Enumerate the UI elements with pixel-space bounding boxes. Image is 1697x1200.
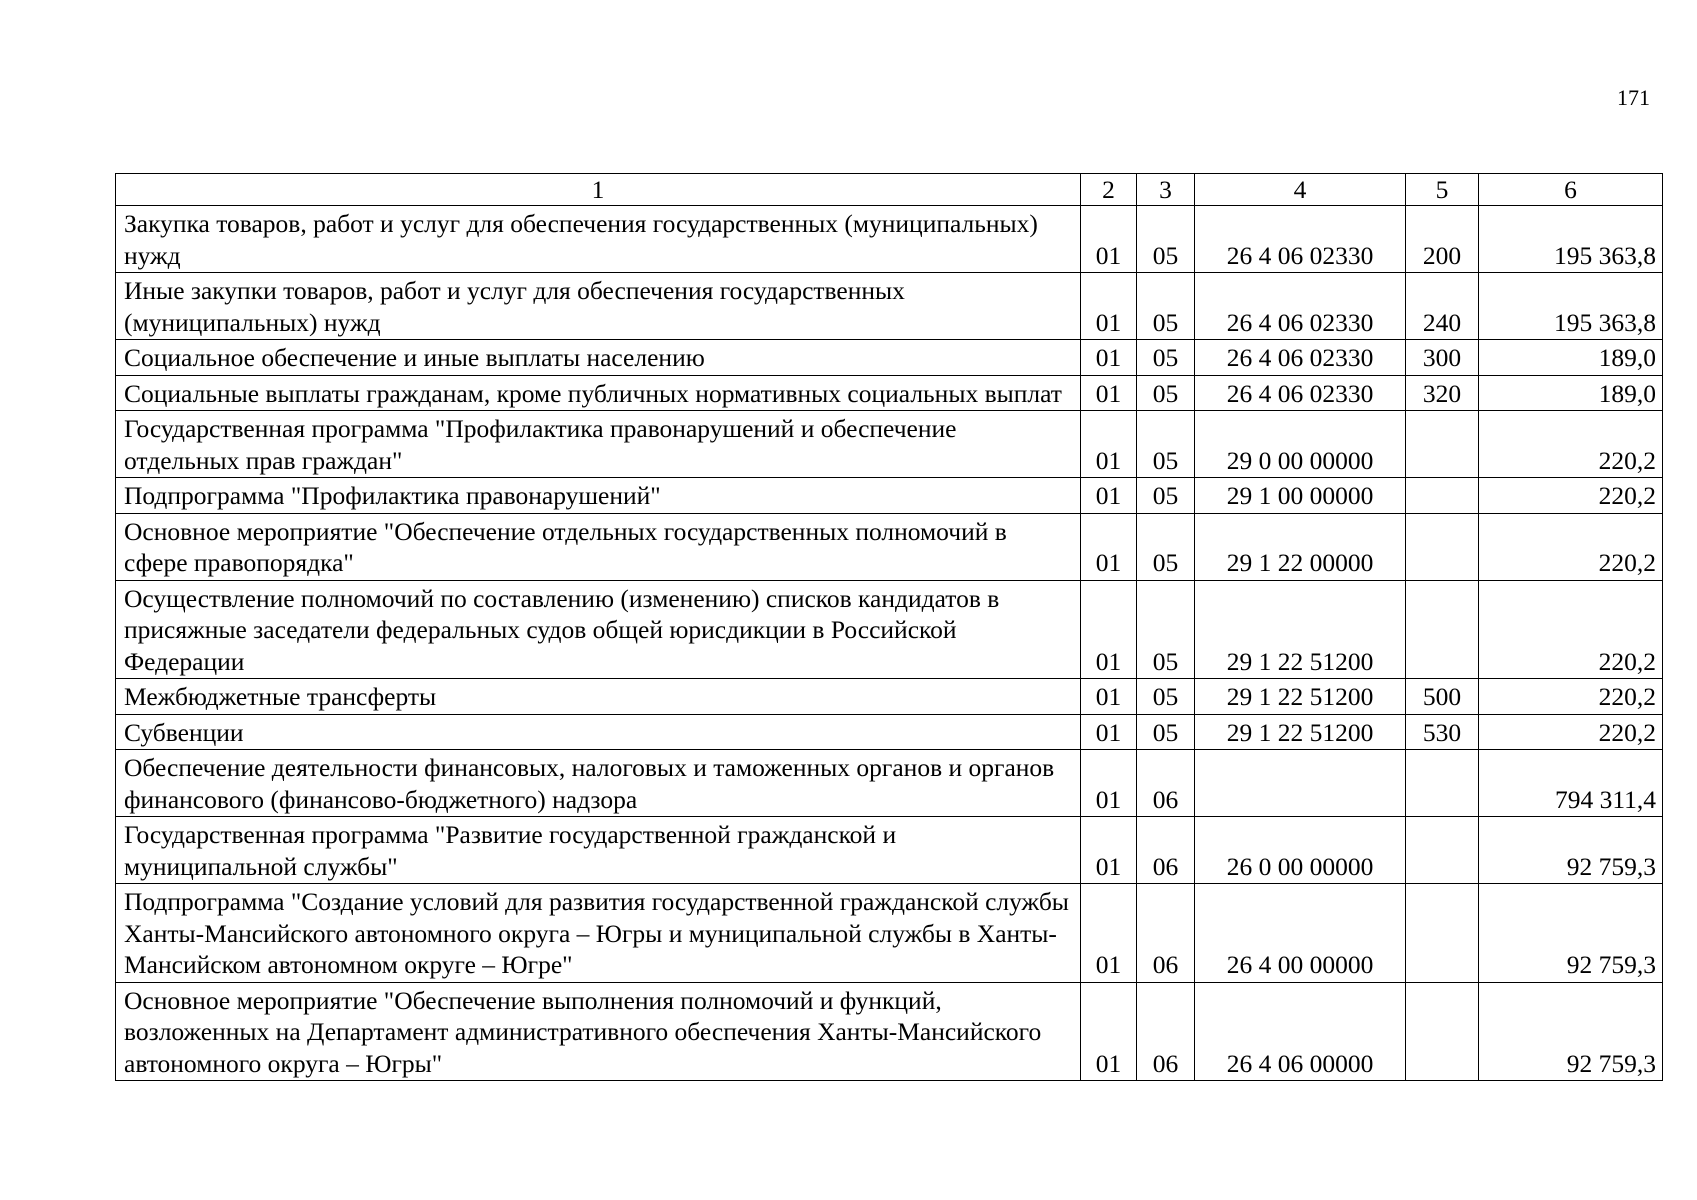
section-code-cell: 01 (1081, 679, 1137, 715)
target-article-cell: 29 1 22 00000 (1195, 513, 1406, 580)
table-row (116, 982, 1663, 1081)
amount-cell: 92 759,3 (1479, 982, 1663, 1081)
amount-cell: 220,2 (1479, 679, 1663, 715)
subsection-code-cell: 06 (1137, 750, 1195, 817)
amount-cell: 195 363,8 (1479, 273, 1663, 340)
section-code-cell: 01 (1081, 206, 1137, 273)
target-article-cell: 26 4 06 02330 (1195, 340, 1406, 376)
section-code-cell: 01 (1081, 714, 1137, 750)
target-article-cell: 26 4 00 00000 (1195, 884, 1406, 983)
column-header: 6 (1479, 174, 1663, 206)
amount-cell: 92 759,3 (1479, 884, 1663, 983)
target-article-cell: 29 1 22 51200 (1195, 679, 1406, 715)
subsection-code-cell: 05 (1137, 411, 1195, 478)
header-row (116, 174, 1663, 206)
section-code-cell: 01 (1081, 750, 1137, 817)
subsection-code-cell: 06 (1137, 884, 1195, 983)
column-header: 5 (1406, 174, 1479, 206)
row-name-cell: Подпрограмма "Профилактика правонарушений" (116, 478, 1081, 514)
table-row (116, 679, 1663, 715)
expense-type-cell (1406, 411, 1479, 478)
expense-type-cell (1406, 513, 1479, 580)
table-row (116, 206, 1663, 273)
subsection-code-cell: 05 (1137, 206, 1195, 273)
table-row (116, 513, 1663, 580)
row-name-cell: Государственная программа "Развитие государственной гражданской и муниципальной службы" (116, 817, 1081, 884)
table-row (116, 273, 1663, 340)
section-code-cell: 01 (1081, 884, 1137, 983)
amount-cell: 220,2 (1479, 714, 1663, 750)
expense-type-cell (1406, 750, 1479, 817)
row-name-cell: Социальные выплаты гражданам, кроме публичных нормативных социальных выплат (116, 375, 1081, 411)
table-row (116, 714, 1663, 750)
subsection-code-cell: 05 (1137, 714, 1195, 750)
row-name-cell: Государственная программа "Профилактика правонарушений и обеспечение отдельных прав граждан" (116, 411, 1081, 478)
column-header: 3 (1137, 174, 1195, 206)
table-row (116, 478, 1663, 514)
expense-type-cell (1406, 580, 1479, 679)
amount-cell: 92 759,3 (1479, 817, 1663, 884)
expense-type-cell (1406, 478, 1479, 514)
section-code-cell: 01 (1081, 982, 1137, 1081)
table-row (116, 375, 1663, 411)
table-row (116, 411, 1663, 478)
expense-type-cell (1406, 817, 1479, 884)
row-name-cell: Подпрограмма "Создание условий для развития государственной гражданской службы Ханты-Мансийского автономного округа – Югры и муниципальной службы в Ханты-Мансийском автономном округе – Югре" (116, 884, 1081, 983)
row-name-cell: Иные закупки товаров, работ и услуг для обеспечения государственных (муниципальных) нужд (116, 273, 1081, 340)
section-code-cell: 01 (1081, 375, 1137, 411)
target-article-cell: 26 4 06 02330 (1195, 206, 1406, 273)
table-row (116, 750, 1663, 817)
subsection-code-cell: 05 (1137, 375, 1195, 411)
table-row (116, 580, 1663, 679)
target-article-cell: 29 1 22 51200 (1195, 580, 1406, 679)
expense-type-cell: 320 (1406, 375, 1479, 411)
column-header: 4 (1195, 174, 1406, 206)
amount-cell: 220,2 (1479, 513, 1663, 580)
amount-cell: 220,2 (1479, 478, 1663, 514)
expense-type-cell: 530 (1406, 714, 1479, 750)
amount-cell: 794 311,4 (1479, 750, 1663, 817)
table-row (116, 340, 1663, 376)
subsection-code-cell: 05 (1137, 679, 1195, 715)
section-code-cell: 01 (1081, 513, 1137, 580)
table-row (116, 884, 1663, 983)
target-article-cell: 26 4 06 02330 (1195, 273, 1406, 340)
subsection-code-cell: 05 (1137, 478, 1195, 514)
expense-type-cell (1406, 884, 1479, 983)
table-body (116, 206, 1663, 1081)
row-name-cell: Обеспечение деятельности финансовых, налоговых и таможенных органов и органов финансового (финансово-бюджетного) надзора (116, 750, 1081, 817)
subsection-code-cell: 05 (1137, 580, 1195, 679)
target-article-cell: 29 1 00 00000 (1195, 478, 1406, 514)
expense-type-cell: 500 (1406, 679, 1479, 715)
section-code-cell: 01 (1081, 273, 1137, 340)
amount-cell: 220,2 (1479, 580, 1663, 679)
expense-type-cell (1406, 982, 1479, 1081)
row-name-cell: Осуществление полномочий по составлению (изменению) списков кандидатов в присяжные заседатели федеральных судов общей юрисдикции в Российской Федерации (116, 580, 1081, 679)
section-code-cell: 01 (1081, 580, 1137, 679)
target-article-cell: 26 0 00 00000 (1195, 817, 1406, 884)
subsection-code-cell: 05 (1137, 340, 1195, 376)
subsection-code-cell: 05 (1137, 273, 1195, 340)
expense-type-cell: 200 (1406, 206, 1479, 273)
amount-cell: 189,0 (1479, 375, 1663, 411)
section-code-cell: 01 (1081, 411, 1137, 478)
budget-table (115, 173, 1663, 1081)
amount-cell: 195 363,8 (1479, 206, 1663, 273)
column-header: 2 (1081, 174, 1137, 206)
expense-type-cell: 300 (1406, 340, 1479, 376)
subsection-code-cell: 06 (1137, 817, 1195, 884)
section-code-cell: 01 (1081, 817, 1137, 884)
row-name-cell: Социальное обеспечение и иные выплаты населению (116, 340, 1081, 376)
page-number: 171 (1617, 85, 1650, 110)
subsection-code-cell: 06 (1137, 982, 1195, 1081)
column-header: 1 (116, 174, 1081, 206)
row-name-cell: Основное мероприятие "Обеспечение отдельных государственных полномочий в сфере правопорядка" (116, 513, 1081, 580)
row-name-cell: Межбюджетные трансферты (116, 679, 1081, 715)
section-code-cell: 01 (1081, 478, 1137, 514)
row-name-cell: Субвенции (116, 714, 1081, 750)
subsection-code-cell: 05 (1137, 513, 1195, 580)
row-name-cell: Закупка товаров, работ и услуг для обеспечения государственных (муниципальных) нужд (116, 206, 1081, 273)
target-article-cell: 29 1 22 51200 (1195, 714, 1406, 750)
expense-type-cell: 240 (1406, 273, 1479, 340)
table-row (116, 817, 1663, 884)
amount-cell: 220,2 (1479, 411, 1663, 478)
section-code-cell: 01 (1081, 340, 1137, 376)
amount-cell: 189,0 (1479, 340, 1663, 376)
row-name-cell: Основное мероприятие "Обеспечение выполнения полномочий и функций, возложенных на Департамент административного обеспечения Ханты-Мансийского автономного округа – Югры" (116, 982, 1081, 1081)
target-article-cell: 26 4 06 02330 (1195, 375, 1406, 411)
target-article-cell: 26 4 06 00000 (1195, 982, 1406, 1081)
target-article-cell: 29 0 00 00000 (1195, 411, 1406, 478)
target-article-cell (1195, 750, 1406, 817)
